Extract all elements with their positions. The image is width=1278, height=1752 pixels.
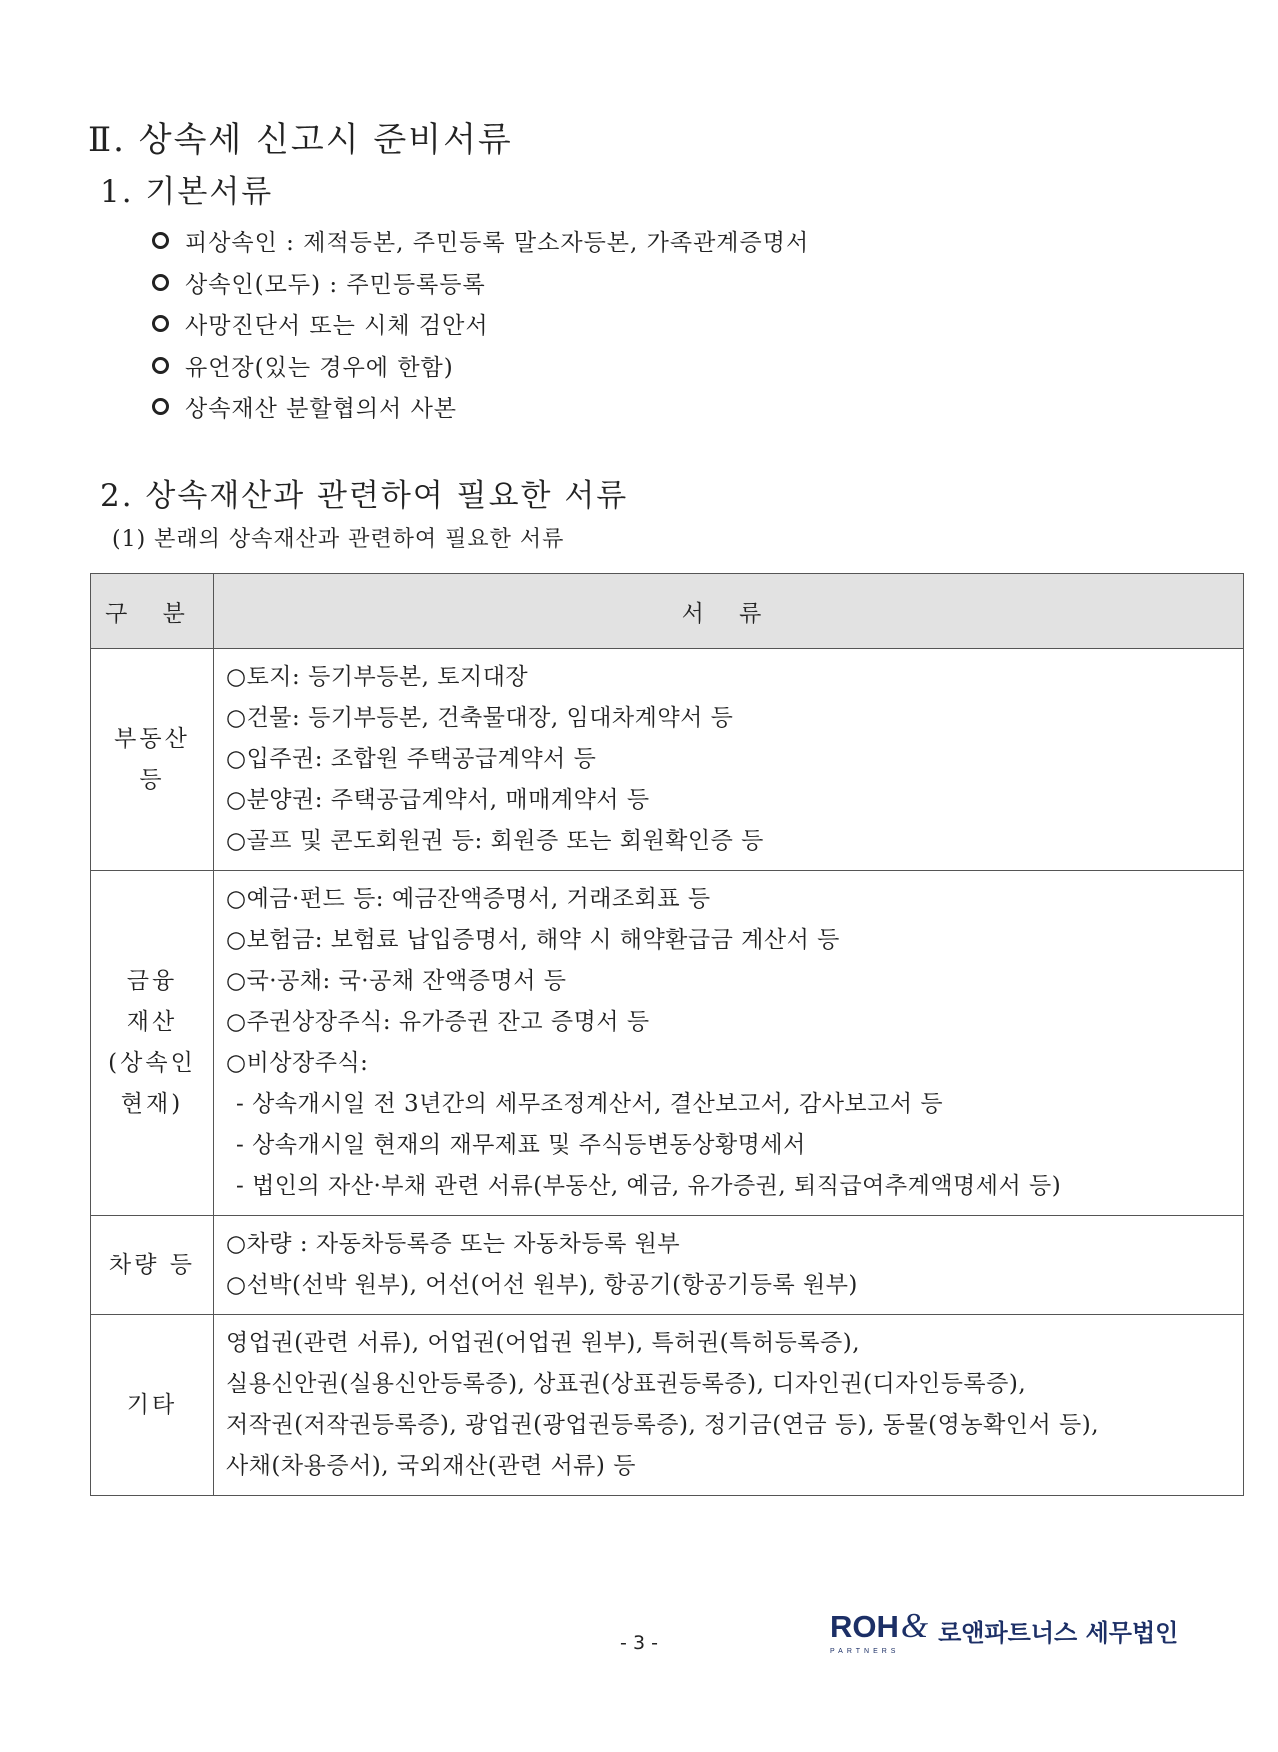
logo-roh-text: ROH <box>830 1609 899 1644</box>
page-number: - 3 - <box>620 1632 658 1654</box>
list-item: 상속재산 분할협의서 사본 <box>152 386 809 428</box>
column-header-documents: 서 류 <box>214 574 1244 649</box>
category-cell: 차량 등 <box>91 1216 214 1315</box>
basic-docs-list <box>152 220 809 428</box>
list-item: 피상속인 : 제적등본, 주민등록 말소자등본, 가족관계증명서 <box>152 220 809 262</box>
list-item: 사망진단서 또는 시체 검안서 <box>152 303 809 345</box>
documents-cell: ○차량 : 자동차등록증 또는 자동차등록 원부 ○선박(선박 원부), 어선(어선 원부), 항공기(항공기등록 원부) <box>214 1216 1244 1315</box>
table-row <box>91 1216 1244 1315</box>
section-title: Ⅱ. 상속세 신고시 준비서류 <box>88 120 513 160</box>
logo-korean-name: 로앤파트너스 세무법인 <box>938 1619 1179 1647</box>
circle-bullet-icon <box>152 398 169 415</box>
documents-table <box>90 573 1244 1496</box>
documents-cell: 영업권(관련 서류), 어업권(어업권 원부), 특허권(특허등록증), 실용신안권(실용신안등록증), 상표권(상표권등록증), 디자인권(디자인등록증), 저작권(저작권등록증), 광업권(광업권등록증), 정기금(연금 등), 동물(영농확인서 등), 사채(차용증서), 국외재산(관련 서류) 등 <box>214 1315 1244 1496</box>
table-row <box>91 649 1244 871</box>
table-row <box>91 1315 1244 1496</box>
column-header-category: 구 분 <box>91 574 214 649</box>
related-docs-subheading: (1) 본래의 상속재산과 관련하여 필요한 서류 <box>112 527 565 552</box>
table-row <box>91 871 1244 1216</box>
circle-bullet-icon <box>152 274 169 291</box>
documents-cell: ○토지: 등기부등본, 토지대장 ○건물: 등기부등본, 건축물대장, 임대차계약서 등 ○입주권: 조합원 주택공급계약서 등 ○분양권: 주택공급계약서, 매매계약서 등 ○골프 및 콘도회원권 등: 회원증 또는 회원확인증 등 <box>214 649 1244 871</box>
company-logo <box>830 1606 1178 1655</box>
circle-bullet-icon <box>152 357 169 374</box>
logo-ampersand: & <box>900 1606 929 1645</box>
logo-mark <box>830 1606 928 1655</box>
category-cell: 부동산 등 <box>91 649 214 871</box>
table-header-row <box>91 574 1244 649</box>
basic-docs-heading: 1. 기본서류 <box>100 174 274 210</box>
category-cell: 금융 재산 (상속인 현재) <box>91 871 214 1216</box>
list-item: 상속인(모두) : 주민등록등록 <box>152 262 809 304</box>
list-item: 유언장(있는 경우에 한함) <box>152 345 809 387</box>
circle-bullet-icon <box>152 315 169 332</box>
logo-partners-text: PARTNERS <box>830 1648 900 1655</box>
category-cell: 기타 <box>91 1315 214 1496</box>
documents-cell: ○예금·펀드 등: 예금잔액증명서, 거래조회표 등 ○보험금: 보험료 납입증명서, 해약 시 해약환급금 계산서 등 ○국·공채: 국·공채 잔액증명서 등 ○주권상장주식: 유가증권 잔고 증명서 등 ○비상장주식: - 상속개시일 전 3년간의 세무조정계산서, 결산보고서, 감사보고서 등 - 상속개시일 현재의 재무제표 및 주식등변동상황명세서 - 법인의 자산·부채 관련 서류(부동산, 예금, 유가증권, 퇴직급여추계액명세서 등) <box>214 871 1244 1216</box>
related-docs-heading: 2. 상속재산과 관련하여 필요한 서류 <box>100 478 629 514</box>
circle-bullet-icon <box>152 232 169 249</box>
